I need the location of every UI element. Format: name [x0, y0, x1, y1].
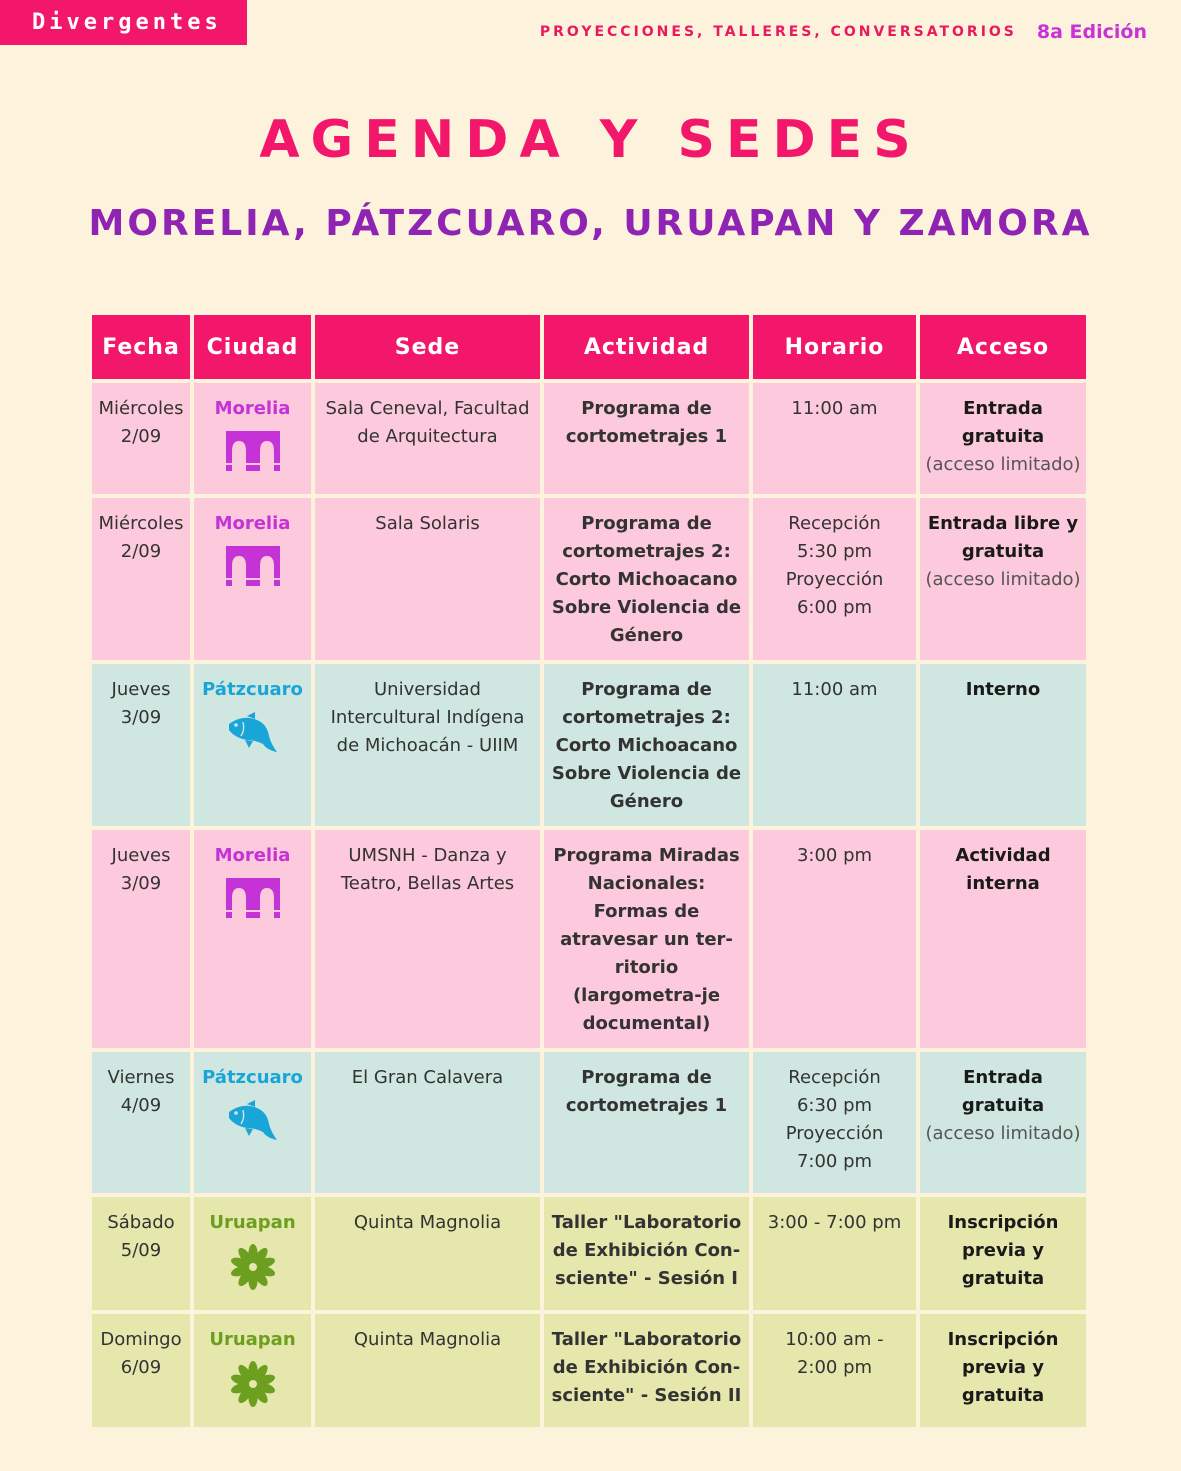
cell-sede: Universidad Intercultural Indígena de Michoacán - UIIM — [315, 664, 540, 826]
table-row — [92, 1197, 1086, 1310]
tagline: PROYECCIONES, TALLERES, CONVERSATORIOS — [539, 24, 1017, 40]
cell-fecha: Viernes 4/09 — [92, 1052, 190, 1193]
cell-acceso — [920, 498, 1086, 660]
cell-sede: Quinta Magnolia — [315, 1197, 540, 1310]
cell-ciudad — [194, 664, 311, 826]
cell-fecha: Miércoles 2/09 — [92, 383, 190, 494]
cell-horario: 10:00 am - 2:00 pm — [753, 1314, 916, 1427]
cell-fecha: Miércoles 2/09 — [92, 498, 190, 660]
city-label: Pátzcuaro — [202, 679, 303, 700]
header-ciudad: Ciudad — [194, 315, 311, 379]
cell-ciudad — [194, 498, 311, 660]
edition-label: 8a Edición — [1036, 21, 1147, 43]
agenda-table — [88, 311, 1090, 1431]
cell-acceso — [920, 830, 1086, 1048]
cell-sede: El Gran Calavera — [315, 1052, 540, 1193]
acceso-label: Entrada libre y gratuita — [927, 513, 1079, 562]
cell-fecha: Domingo 6/09 — [92, 1314, 190, 1427]
aqueduct-icon — [198, 876, 307, 927]
cell-horario: 3:00 - 7:00 pm — [753, 1197, 916, 1310]
cell-fecha: Jueves 3/09 — [92, 830, 190, 1048]
cell-horario: 11:00 am — [753, 383, 916, 494]
acceso-label: Inscripción previa y gratuita — [947, 1212, 1059, 1289]
cell-actividad: Programa de cortometrajes 1 — [544, 383, 749, 494]
header-actividad: Actividad — [544, 315, 749, 379]
cell-actividad: Programa de cortometrajes 1 — [544, 1052, 749, 1193]
cell-actividad: Taller "Laboratorio de Exhibición Con-sciente" - Sesión I — [544, 1197, 749, 1310]
cell-actividad: Programa Miradas Nacionales: Formas de atravesar un ter-ritorio (largometra-je documental) — [544, 830, 749, 1048]
city-label: Morelia — [214, 513, 291, 534]
cell-ciudad — [194, 1314, 311, 1427]
fish-icon — [198, 1098, 307, 1155]
city-label: Morelia — [214, 845, 291, 866]
flower-icon — [198, 1360, 307, 1417]
cell-horario: Recepción 5:30 pm Proyección 6:00 pm — [753, 498, 916, 660]
cell-ciudad — [194, 830, 311, 1048]
cell-ciudad — [194, 383, 311, 494]
table-row — [92, 830, 1086, 1048]
page-subtitle: MORELIA, PÁTZCUARO, URUAPAN Y ZAMORA — [88, 203, 1093, 244]
cell-sede: Sala Ceneval, Facultad de Arquitectura — [315, 383, 540, 494]
table-row — [92, 664, 1086, 826]
aqueduct-icon — [198, 429, 307, 480]
aqueduct-icon — [198, 544, 307, 595]
cell-actividad: Programa de cortometrajes 2: Corto Michoacano Sobre Violencia de Género — [544, 498, 749, 660]
acceso-note: (acceso limitado) — [925, 569, 1081, 590]
header-acceso: Acceso — [920, 315, 1086, 379]
cell-ciudad — [194, 1052, 311, 1193]
cell-acceso — [920, 1197, 1086, 1310]
city-label: Pátzcuaro — [202, 1067, 303, 1088]
cell-sede: UMSNH - Danza y Teatro, Bellas Artes — [315, 830, 540, 1048]
acceso-label: Actividad interna — [955, 845, 1051, 894]
cell-sede: Quinta Magnolia — [315, 1314, 540, 1427]
table-row — [92, 498, 1086, 660]
brand-tab: Divergentes — [0, 0, 247, 45]
fish-icon — [198, 710, 307, 767]
cell-acceso — [920, 1052, 1086, 1193]
acceso-label: Inscripción previa y gratuita — [947, 1329, 1059, 1406]
table-row — [92, 383, 1086, 494]
city-label: Uruapan — [209, 1329, 296, 1350]
page-title: AGENDA Y SEDES — [259, 110, 922, 170]
city-label: Morelia — [214, 398, 291, 419]
acceso-note: (acceso limitado) — [925, 1123, 1081, 1144]
acceso-label: Entrada gratuita — [961, 398, 1045, 447]
cell-fecha: Sábado 5/09 — [92, 1197, 190, 1310]
cell-horario: 11:00 am — [753, 664, 916, 826]
cell-ciudad — [194, 1197, 311, 1310]
acceso-label: Entrada gratuita — [961, 1067, 1045, 1116]
cell-acceso — [920, 1314, 1086, 1427]
table-header-row — [92, 315, 1086, 379]
cell-horario: Recepción 6:30 pm Proyección 7:00 pm — [753, 1052, 916, 1193]
cell-horario: 3:00 pm — [753, 830, 916, 1048]
flower-icon — [198, 1243, 307, 1300]
table-row — [92, 1314, 1086, 1427]
header-fecha: Fecha — [92, 315, 190, 379]
cell-actividad: Programa de cortometrajes 2: Corto Michoacano Sobre Violencia de Género — [544, 664, 749, 826]
header-right — [540, 20, 1147, 44]
city-label: Uruapan — [209, 1212, 296, 1233]
table-row — [92, 1052, 1086, 1193]
header-horario: Horario — [753, 315, 916, 379]
header-sede: Sede — [315, 315, 540, 379]
cell-acceso — [920, 383, 1086, 494]
cell-actividad: Taller "Laboratorio de Exhibición Con-sciente" - Sesión II — [544, 1314, 749, 1427]
acceso-label: Interno — [965, 679, 1041, 700]
cell-fecha: Jueves 3/09 — [92, 664, 190, 826]
cell-acceso — [920, 664, 1086, 826]
cell-sede: Sala Solaris — [315, 498, 540, 660]
acceso-note: (acceso limitado) — [925, 454, 1081, 475]
